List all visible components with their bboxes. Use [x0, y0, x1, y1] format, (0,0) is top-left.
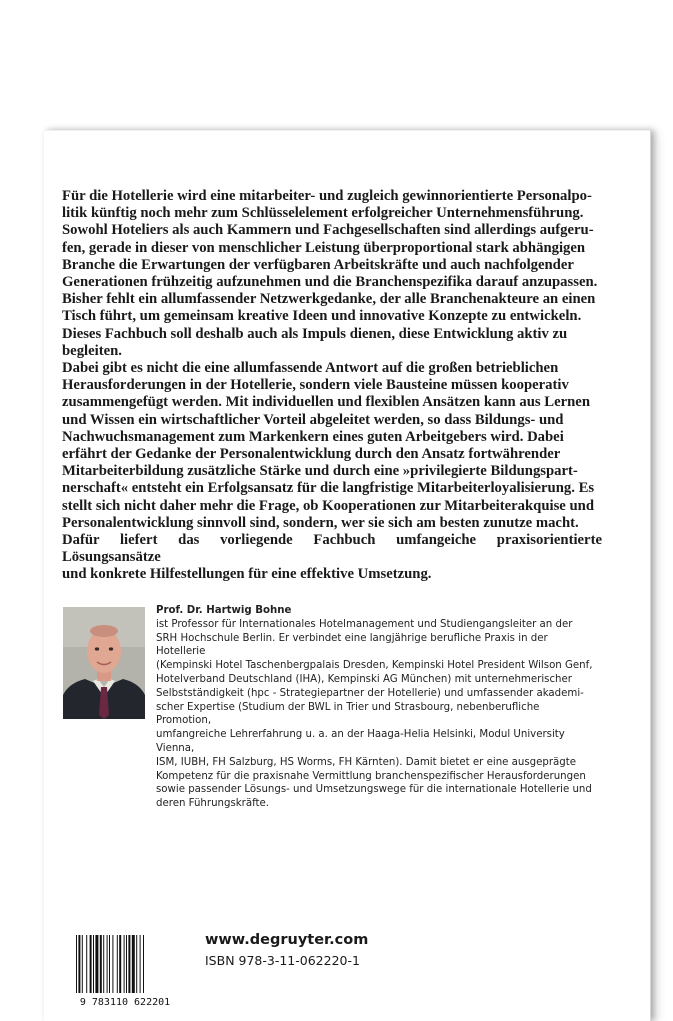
blurb-line: Sowohl Hoteliers als auch Kammern und Fachgesellschaften sind allerdings aufgeru- [62, 222, 594, 239]
barcode-bar [128, 935, 130, 993]
blurb-line: Herausforderungen in der Hotellerie, sondern viele Bausteine müssen kooperativ [62, 377, 569, 394]
blurb-line: Dafür liefert das vorliegende Fachbuch umfangeiche praxisorientierte Lösungsansätze [62, 532, 602, 566]
barcode-bar [90, 935, 92, 993]
blurb-line: Tisch führt, um gemeinsam kreative Ideen und innovative Konzepte zu entwickeln. [62, 308, 582, 325]
barcode-bar [107, 935, 108, 993]
blurb-line: begleiten. [62, 342, 122, 359]
barcode-bar [112, 935, 113, 993]
blurb-line: Für die Hotellerie wird eine mitarbeiter- und zugleich gewinnorientierte Personalpo- [62, 188, 592, 204]
barcode-bar [117, 935, 118, 993]
barcode-bar [82, 935, 83, 993]
author-portrait-icon [63, 607, 145, 719]
blurb-line: Dieses Fachbuch soll deshalb auch als Impuls dienen, diese Entwicklung aktiv zu [62, 325, 568, 342]
bio-line: umfangreiche Lehrerfahrung u. a. an der Haaga-Helia Helsinki, Modul University Vienna, [156, 729, 565, 754]
barcode-digits: 9 783110 622201 [79, 997, 171, 1007]
blurb-line: und Wissen ein wirtschaftlicher Vorteil abgeleitet werden, so dass Bildungs- und [62, 411, 564, 428]
barcode-bar [124, 935, 125, 993]
barcode-bar [136, 935, 137, 993]
barcode-bar [93, 935, 94, 993]
barcode-bar [119, 935, 121, 993]
barcode-bar [86, 935, 87, 993]
cover-blurb [62, 188, 602, 584]
bio-line: Kompetenz für die praxisnahe Vermittlung branchenspezifischer Herausforderungen [156, 770, 586, 782]
author-bio [156, 604, 596, 811]
blurb-line: Nachwuchsmanagement zum Markenkern eines guten Arbeitgebers wird. Dabei [62, 428, 564, 445]
blurb-line: nerschaft« entsteht ein Erfolgsansatz für die langfristige Mitarbeiterloyalisierung. Es [62, 480, 595, 497]
barcode-bar [132, 935, 135, 993]
blurb-line: Branche die Erwartungen der verfügbaren Arbeitskräfte und auch nachfolgender [62, 256, 574, 273]
barcode-bar [76, 935, 77, 993]
bio-line: Selbstständigkeit (hpc - Strategiepartner der Hotellerie) und umfassender akademi- [156, 687, 584, 699]
barcode-bar [95, 935, 98, 993]
bio-line: deren Führungskräfte. [156, 798, 269, 810]
barcode-bar [109, 935, 110, 993]
blurb-line: Personalentwicklung sinnvoll sind, sondern, wer sie sich am besten zunutze macht. [62, 514, 579, 531]
bio-line: SRH Hochschule Berlin. Er verbindet eine langjährige berufliche Praxis in der Hotellerie [156, 632, 548, 658]
blurb-line: fen, gerade in dieser von menschlicher Leistung überproportional stark abhängigen [62, 239, 586, 256]
isbn-barcode [66, 935, 184, 1007]
bio-line: Hotelverband Deutschland (IHA), Kempinski AG München) mit unternehmerischer [156, 673, 572, 685]
bio-line: (Kempinski Hotel Taschenbergpalais Dresden, Kempinski Hotel President Wilson Genf, [156, 660, 593, 672]
blurb-line: Dabei gibt es nicht die eine allumfassende Antwort auf die großen betrieblichen [62, 360, 559, 377]
barcode-icon [66, 935, 184, 1007]
bio-line: ist Professor für Internationales Hotelmanagement und Studiengangsleiter an der [156, 618, 573, 630]
author-photo [63, 607, 145, 719]
blurb-line: zusammengefügt werden. Mit individuellen und flexiblen Ansätzen kann aus Lernen [62, 394, 590, 411]
bio-line: scher Expertise (Studium der BWL in Trier und Strasbourg, nebenberufliche Promotion, [156, 701, 540, 727]
barcode-bar [143, 935, 144, 993]
isbn-number: ISBN 978-3-11-062220-1 [205, 953, 360, 968]
blurb-line: und konkrete Hilfestellungen für eine effektive Umsetzung. [62, 566, 432, 583]
barcode-bar [100, 935, 102, 993]
barcode-bar [78, 935, 80, 993]
author-name: Prof. Dr. Hartwig Bohne [156, 605, 292, 616]
blurb-line: Generationen frühzeitig aufzunehmen und die Branchenspezifika darauf anzupassen. [62, 274, 598, 291]
bio-line: ISM, IUBH, FH Salzburg, HS Worms, FH Kärnten). Damit bietet er eine ausgeprägte [156, 756, 577, 768]
barcode-bar [126, 935, 127, 993]
barcode-bar [103, 935, 104, 993]
blurb-line: litik künftig noch mehr zum Schlüsselelement erfolgreicher Unternehmensführung. [62, 205, 584, 222]
blurb-line: erfährt der Gedanke der Personalentwicklung durch den Ansatz fortwährender [62, 446, 561, 463]
blurb-line: Mitarbeiterbildung zusätzliche Stärke und durch eine »privilegierte Bildungspart- [62, 463, 578, 480]
publisher-url: www.degruyter.com [205, 932, 369, 948]
bio-line: sowie passender Lösungs- und Umsetzungswege für die internationale Hotellerie und [156, 784, 592, 796]
barcode-bar [140, 935, 141, 993]
blurb-line: Bisher fehlt ein allumfassender Netzwerkgedanke, der alle Branchenakteure an einen [62, 291, 596, 308]
blurb-line: stellt sich nicht daher mehr die Frage, ob Kooperationen zur Mitarbeiterakquise und [62, 497, 594, 514]
